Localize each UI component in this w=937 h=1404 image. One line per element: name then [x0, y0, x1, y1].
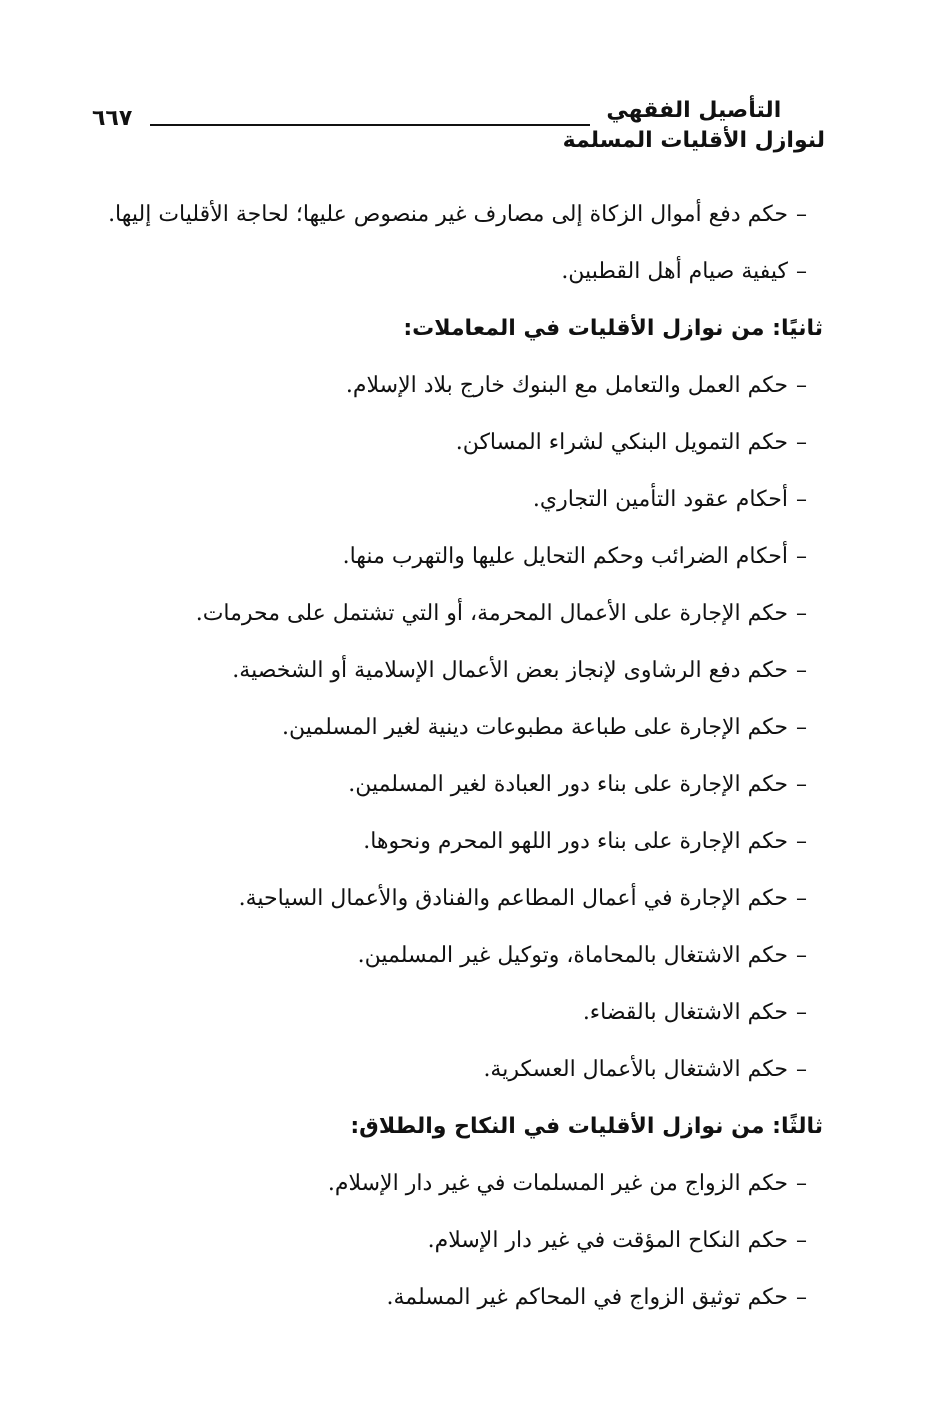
running-title-line-2: لنوازل الأقليات المسلمة [562, 128, 825, 153]
bullet-dash: – [796, 886, 807, 911]
list-item [81, 414, 841, 471]
list-item-text: حكم الاشتغال بالقضاء. [582, 1000, 788, 1025]
bullet-dash: – [796, 1228, 807, 1253]
bullet-dash: – [796, 1171, 807, 1196]
list-item [81, 471, 841, 528]
running-title-line-1: التأصيل الفقهي [606, 98, 782, 123]
list-item-text: حكم الإجارة في أعمال المطاعم والفنادق والأعمال السياحية. [238, 886, 788, 911]
intro-list [81, 186, 841, 300]
list-item [81, 1155, 841, 1212]
bullet-dash: – [796, 829, 807, 854]
bullet-dash: – [796, 601, 807, 626]
transactions-list [81, 357, 841, 1098]
list-item [81, 1041, 841, 1098]
page-content [81, 186, 841, 1326]
bullet-dash: – [796, 658, 807, 683]
page-number: ٦٦٧ [92, 106, 133, 131]
list-item [81, 1269, 841, 1326]
section-heading-marriage: ثالثًا: من نوازل الأقليات في النكاح والطلاق: [350, 1114, 823, 1139]
list-item-text: حكم توثيق الزواج في المحاكم غير المسلمة. [386, 1285, 788, 1310]
list-item [81, 756, 841, 813]
list-item [81, 984, 841, 1041]
bullet-dash: – [796, 259, 807, 284]
list-item-text: حكم العمل والتعامل مع البنوك خارج بلاد الإسلام. [345, 373, 788, 398]
list-item [81, 813, 841, 870]
list-item [81, 357, 841, 414]
list-item-text: حكم الإجارة على بناء دور اللهو المحرم ونحوها. [363, 829, 788, 854]
list-item-text: حكم الزواج من غير المسلمات في غير دار الإسلام. [327, 1171, 788, 1196]
bullet-dash: – [796, 544, 807, 569]
list-item-text: حكم دفع أموال الزكاة إلى مصارف غير منصوص عليها؛ لحاجة الأقليات إليها. [108, 202, 788, 227]
bullet-dash: – [796, 202, 807, 227]
running-header [0, 96, 937, 176]
list-item-text: حكم التمويل البنكي لشراء المساكن. [455, 430, 788, 455]
list-item [81, 870, 841, 927]
list-item-text: حكم الإجارة على الأعمال المحرمة، أو التي تشتمل على محرمات. [195, 601, 788, 626]
list-item [81, 186, 841, 243]
list-item [81, 642, 841, 699]
list-item [81, 585, 841, 642]
list-item-text: حكم الإجارة على طباعة مطبوعات دينية لغير المسلمين. [282, 715, 788, 740]
list-item-text: كيفية صيام أهل القطبين. [561, 259, 788, 284]
bullet-dash: – [796, 430, 807, 455]
bullet-dash: – [796, 772, 807, 797]
section-heading-transactions: ثانيًا: من نوازل الأقليات في المعاملات: [403, 316, 823, 341]
bullet-dash: – [796, 373, 807, 398]
bullet-dash: – [796, 487, 807, 512]
marriage-list [81, 1155, 841, 1326]
list-item [81, 1212, 841, 1269]
list-item [81, 927, 841, 984]
running-title [563, 96, 825, 156]
list-item-text: حكم النكاح المؤقت في غير دار الإسلام. [427, 1228, 788, 1253]
list-item [81, 243, 841, 300]
list-item-text: حكم دفع الرشاوى لإنجاز بعض الأعمال الإسلامية أو الشخصية. [232, 658, 788, 683]
list-item [81, 528, 841, 585]
bullet-dash: – [796, 943, 807, 968]
bullet-dash: – [796, 1285, 807, 1310]
list-item-text: أحكام الضرائب وحكم التحايل عليها والتهرب منها. [342, 544, 788, 569]
list-item-text: أحكام عقود التأمين التجاري. [532, 487, 788, 512]
bullet-dash: – [796, 1000, 807, 1025]
header-rule [150, 124, 590, 126]
list-item-text: حكم الاشتغال بالأعمال العسكرية. [483, 1057, 788, 1082]
bullet-dash: – [796, 1057, 807, 1082]
list-item-text: حكم الاشتغال بالمحاماة، وتوكيل غير المسلمين. [357, 943, 788, 968]
bullet-dash: – [796, 715, 807, 740]
list-item [81, 699, 841, 756]
list-item-text: حكم الإجارة على بناء دور العبادة لغير المسلمين. [348, 772, 788, 797]
